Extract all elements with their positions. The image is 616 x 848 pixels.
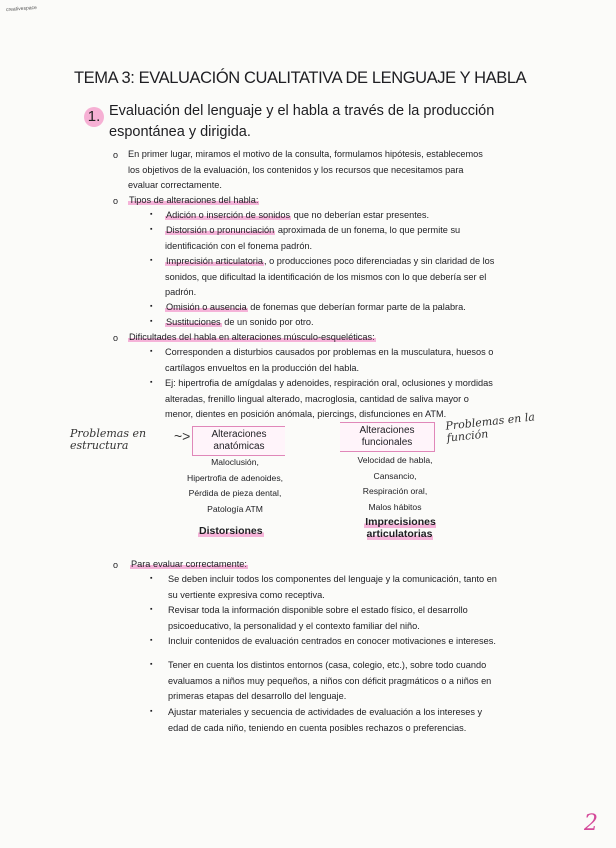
circle-bullet-icon: o bbox=[113, 333, 119, 343]
functional-list-item: Cansancio, bbox=[373, 470, 417, 481]
intro-paragraph: En primer lugar, miramos el motivo de la consulta, formulamos hipótesis, establecemos los objetivos de la evaluación, los contenidos y los recursos que necesitamos para evaluar correctamente. bbox=[128, 149, 483, 190]
square-bullet-icon: ▪ bbox=[150, 226, 153, 233]
square-bullet-icon: ▪ bbox=[150, 348, 153, 355]
anatomic-list-item: Pérdida de pieza dental, bbox=[188, 488, 282, 498]
square-bullet-icon: ▪ bbox=[150, 708, 153, 715]
tipos-item: Omisión o ausencia de fonemas que deberían formar parte de la palabra. bbox=[166, 302, 466, 312]
page-title: TEMA 3: EVALUACIÓN CUALITATIVA DE LENGUAJE Y HABLA bbox=[74, 69, 527, 87]
evaluar-item: Incluir contenidos de evaluación centrados en conocer motivaciones e intereses. bbox=[168, 636, 496, 646]
square-bullet-icon: ▪ bbox=[150, 379, 153, 386]
dificultades-item: Ej: hipertrofia de amígdalas y adenoides, respiración oral, oclusiones y mordidas alteradas, frenillo lingual alterado, macroglosia, cantidad de saliva mayor o menor, dientes en posición anómala, piercings, disfunciones en ATM. bbox=[165, 378, 493, 419]
functional-list-item: Velocidad de habla, bbox=[357, 455, 433, 465]
right-handwritten-note: Problemas en la función bbox=[444, 410, 536, 445]
anatomic-alterations-box: Alteraciones anatómicas bbox=[192, 426, 285, 456]
evaluar-item: Tener en cuenta los distintos entornos (casa, colegio, etc.), sobre todo cuando evaluamos a niños muy pequeños, a niños con déficit pragmáticos o a niños en primeras etapas del desarrollo del lenguaje. bbox=[168, 660, 492, 701]
anatomic-list bbox=[160, 455, 310, 517]
tipos-item: Imprecisión articulatoria, o producciones poco diferenciadas y sin claridad de los sonidos, que dificultad la identificación de los mismos con lo que debería ser el padrón. bbox=[165, 256, 495, 297]
functional-list-item: Respiración oral, bbox=[362, 486, 428, 496]
distortions-label: Distorsiones bbox=[199, 525, 263, 537]
functional-list bbox=[320, 453, 470, 515]
section-title: Evaluación del lenguaje y el habla a través de la producción espontánea y dirigida. bbox=[109, 103, 495, 140]
square-bullet-icon: ▪ bbox=[150, 637, 153, 644]
circle-bullet-icon: o bbox=[113, 150, 119, 160]
tipos-item: Distorsión o pronunciación aproximada de un fonema, lo que permite su identificación con el fonema padrón. bbox=[165, 225, 461, 251]
square-bullet-icon: ▪ bbox=[150, 661, 153, 668]
evaluar-item: Se deben incluir todos los componentes del lenguaje y la comunicación, tanto en su vertiente expresiva como receptiva. bbox=[168, 574, 497, 600]
functional-alterations-box: Alteraciones funcionales bbox=[340, 422, 435, 452]
square-bullet-icon: ▪ bbox=[150, 606, 153, 613]
square-bullet-icon: ▪ bbox=[150, 575, 153, 582]
watermark: creativespace bbox=[5, 4, 38, 14]
arrow-icon: ~> bbox=[174, 428, 191, 444]
evaluar-heading: Para evaluar correctamente: bbox=[131, 559, 247, 569]
tipos-heading: Tipos de alteraciones del habla: bbox=[129, 195, 259, 205]
square-bullet-icon: ▪ bbox=[150, 303, 153, 310]
evaluar-item: Revisar toda la información disponible sobre el estado físico, el desarrollo psicoeducativo, la personalidad y el contexto familiar del niño. bbox=[168, 605, 468, 631]
anatomic-list-item: Maloclusión, bbox=[211, 457, 259, 467]
circle-bullet-icon: o bbox=[113, 560, 119, 570]
square-bullet-icon: ▪ bbox=[150, 318, 153, 325]
dificultades-item: Corresponden a disturbios causados por problemas en la musculatura, huesos o cartílagos envueltos en la producción del habla. bbox=[165, 347, 494, 373]
section-number: 1. bbox=[84, 107, 104, 127]
left-handwritten-note: Problemas en estructura bbox=[70, 427, 147, 452]
circle-bullet-icon: o bbox=[113, 196, 119, 206]
functional-list-item: Malos hábitos bbox=[368, 501, 422, 512]
tipos-item: Sustituciones de un sonido por otro. bbox=[166, 317, 314, 327]
page-number: 2 bbox=[584, 811, 598, 836]
imprecisions-label: Imprecisiones articulatorias bbox=[365, 516, 436, 540]
anatomic-list-item: Patología ATM bbox=[207, 503, 263, 514]
square-bullet-icon: ▪ bbox=[150, 257, 153, 264]
dificultades-heading: Dificultades del habla en alteraciones músculo-esqueléticas: bbox=[129, 332, 375, 342]
square-bullet-icon: ▪ bbox=[150, 211, 153, 218]
evaluar-item: Ajustar materiales y secuencia de actividades de evaluación a los intereses y edad de cada niño, teniendo en cuenta posibles rechazos o preferencias. bbox=[168, 707, 483, 733]
anatomic-list-item: Hipertrofia de adenoides, bbox=[186, 472, 284, 483]
tipos-item: Adición o inserción de sonidos que no deberían estar presentes. bbox=[166, 210, 430, 220]
